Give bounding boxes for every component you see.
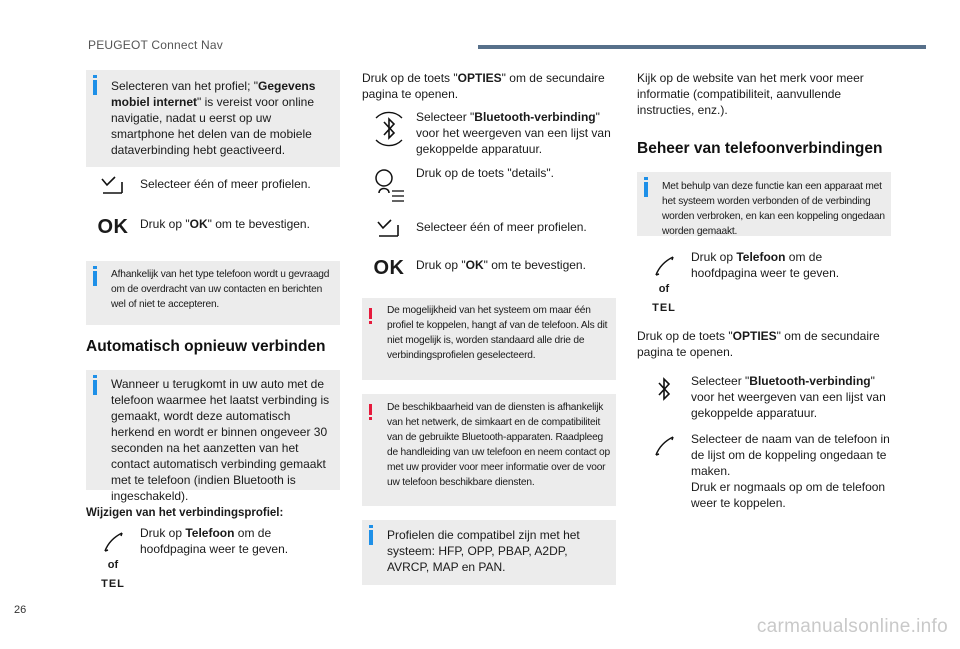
header-bar [478,45,926,49]
info-box-mobile-internet: Selecteren van het profiel; "Gegevens mobiel internet" is vereist voor online navigatie, nadat u eerst op uw smartphone het delen van de mobiele dataverbinding hebt geactiveerd. [86,70,340,167]
checklist-icon [86,176,140,196]
step-details: Druk op de toets "details". [362,165,616,205]
options-instruction: Druk op de toets "OPTIES" om de secundaire pagina te openen. [637,329,880,359]
phone-icon[interactable] [637,431,691,457]
step-bluetooth-2: Selecteer "Bluetooth-verbinding" voor het weergeven van een lijst van gekoppelde apparatuur. [637,373,891,421]
tel-button[interactable]: TEL [101,578,125,590]
phone-icon[interactable] [653,255,675,277]
or-label: of [658,283,670,295]
heading-auto-reconnect: Automatisch opnieuw verbinden [86,338,326,355]
warning-marker-icon [369,308,372,319]
ok-icon[interactable]: OK [97,216,129,238]
phone-icon[interactable] [102,531,124,553]
watermark: carmanualsonline.info [756,616,948,637]
step-unpair: Selecteer de naam van de telefoon in de lijst om de koppeling ongedaan te maken. Druk er nogmaals op om de telefoon weer te koppelen. [637,431,891,511]
warning-box-services: De beschikbaarheid van de diensten is afhankelijk van het netwerk, de simkaart en de compatibiliteit van de gebruikte Bluetooth-apparaten. Raadpleeg de handleiding van uw telefoon en neem contact op met uw provider voor meer informatie over de voor uw telefoon beschikbare diensten. [362,394,616,506]
column-3 [637,70,891,511]
column-2 [362,70,616,585]
step-confirm-ok: OK Druk op "OK" om te bevestigen. [97,216,310,238]
or-label: of [107,559,119,571]
step-select-profiles: Selecteer één of meer profielen. [86,176,340,196]
info-box-contacts: Afhankelijk van het type telefoon wordt u gevraagd om de overdracht van uw contacten en berichten wel of niet te accepteren. [86,261,340,325]
warning-marker-icon [369,404,372,415]
info-marker-icon [93,380,97,395]
info-box-manage: Met behulp van deze functie kan een apparaat met het systeem worden verbonden of de verbinding worden verbroken, en kan een koppeling ongedaan worden gemaakt. [637,172,891,236]
step-phone-home-2: of TEL Druk op Telefoon om de hoofdpagina weer te geven. [652,250,840,314]
info-marker-icon [369,530,373,545]
info-box-auto-reconnect: Wanneer u terugkomt in uw auto met de telefoon waarmee het laatst verbinding is gemaakt, wordt deze automatisch herkend en wordt er binnen ongeveer 30 seconden na het aanzetten van het contact automatisch verbinding gemaakt met te telefoon (indien Bluetooth is ingeschakeld). [86,370,340,490]
step-bluetooth: Selecteer "Bluetooth-verbinding" voor het weergeven van een lijst van gekoppelde apparatuur. [362,109,616,157]
step-phone-home: of TEL Druk op Telefoon om de hoofdpagina weer te geven. [101,526,289,590]
info-marker-icon [644,182,648,197]
website-info: Kijk op de website van het merk voor meer informatie (compatibiliteit, aanvullende instructies, enz.). [637,71,864,117]
step-select-profiles-2: Selecteer één of meer profielen. [362,219,616,239]
tel-button[interactable]: TEL [652,302,676,314]
header-title: PEUGEOT Connect Nav [88,38,223,52]
page-number: 26 [14,604,27,616]
subheading-change-profile: Wijzigen van het verbindingsprofiel: [86,507,284,519]
details-icon[interactable] [362,165,416,205]
bluetooth-icon[interactable] [362,109,416,149]
heading-manage-connections: Beheer van telefoonverbindingen [637,140,883,157]
checklist-icon [362,219,416,239]
warning-box-profile: De mogelijkheid van het systeem om maar één profiel te koppelen, hangt af van de telefoon. Als dit niet mogelijk is, worden standaard alle drie de verbindingsprofielen geselecteerd. [362,298,616,380]
options-intro: Druk op de toets "OPTIES" om de secundaire pagina te openen. [362,71,605,101]
info-box-profiles: Profielen die compatibel zijn met het systeem: HFP, OPP, PBAP, A2DP, AVRCP, MAP en PAN. [362,520,616,585]
step-confirm-ok-2: OK Druk op "OK" om te bevestigen. [373,257,586,279]
column-1 [86,70,340,590]
ok-icon[interactable]: OK [373,257,405,279]
info-marker-icon [93,80,97,95]
info-marker-icon [93,271,97,286]
bluetooth-icon[interactable] [637,373,691,407]
